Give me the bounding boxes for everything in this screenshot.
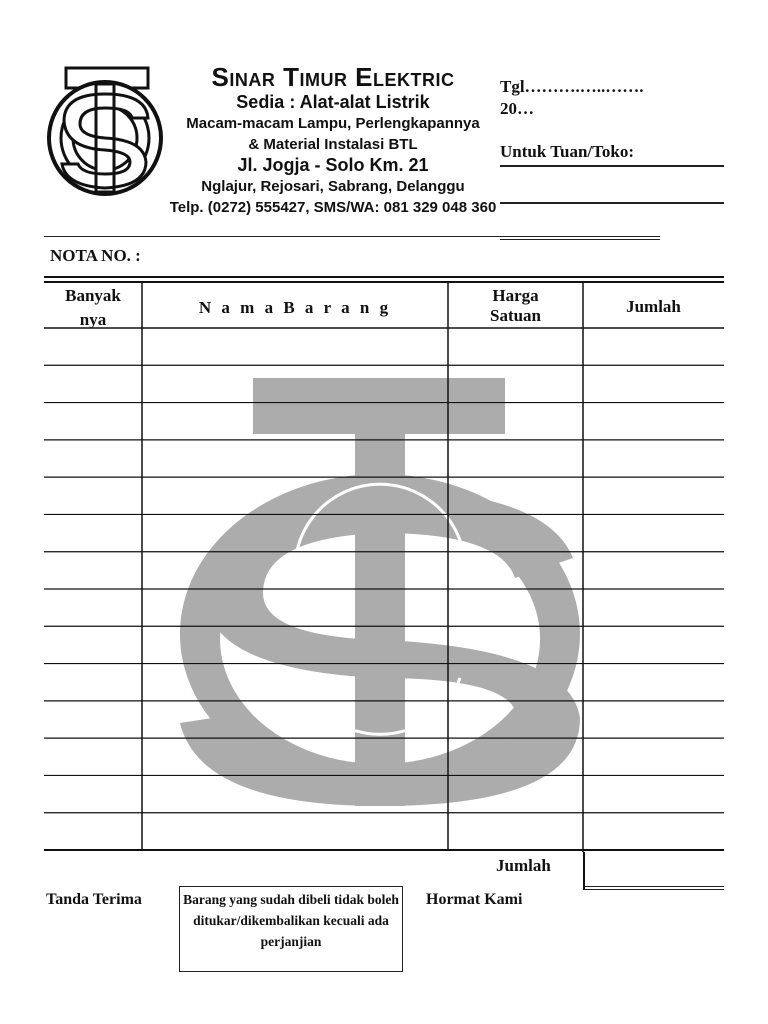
column-header-name: N a m a B a r a n g (198, 298, 392, 317)
company-address-line: Jl. Jogja - Solo Km. 21 (237, 155, 429, 175)
column-header-price-line: Satuan (489, 306, 542, 325)
column-header-qty (44, 286, 142, 306)
company-header (168, 62, 498, 218)
company-address-line-2: Nglajur, Rejosari, Sabrang, Delanggu (201, 178, 465, 195)
column-header-qty-line2-text: nya (79, 310, 107, 329)
recipient-line-3a (500, 236, 660, 237)
header-divider (44, 236, 500, 237)
company-tagline: Sedia : Alat-alat Listrik (236, 92, 430, 112)
company-name: Sinar Timur Elektric (211, 62, 455, 92)
column-header-price (448, 286, 583, 326)
column-header-qty-line1: Banyak (65, 286, 121, 305)
recipient-line-2[interactable] (500, 202, 724, 204)
date-label: Tgl……….…..……. (500, 77, 644, 96)
items-table (44, 276, 724, 852)
receiver-signature-label: Tanda Terima (46, 891, 142, 908)
recipient-line-1[interactable] (500, 165, 724, 167)
company-phone: Telp. (0272) 555427, SMS/WA: 081 329 048 360 (169, 199, 497, 216)
total-label: Jumlah (496, 856, 551, 875)
total-box-left (583, 852, 585, 889)
date-year: 20… (500, 99, 534, 118)
return-policy-notice: Barang yang sudah dibeli tidak boleh ditukar/dikembalikan kecuali ada perjanjian (179, 886, 403, 972)
sender-signature-label: Hormat Kami (426, 891, 523, 908)
column-header-qty-line2 (44, 310, 142, 330)
column-header-price-line: Harga (492, 286, 539, 305)
company-logo-icon (44, 66, 166, 196)
recipient-label: Untuk Tuan/Toko: (500, 142, 635, 161)
recipient-line-3b (500, 239, 660, 240)
total-underline-1 (583, 886, 724, 887)
column-header-total: Jumlah (626, 297, 681, 316)
nota-number-label: NOTA NO. : (50, 246, 141, 265)
company-products-line: Macam-macam Lampu, Perlengkapannya (186, 115, 480, 132)
total-underline-2 (583, 889, 724, 890)
date-field[interactable] (500, 76, 644, 120)
company-products-line-2: & Material Instalasi BTL (248, 136, 418, 153)
